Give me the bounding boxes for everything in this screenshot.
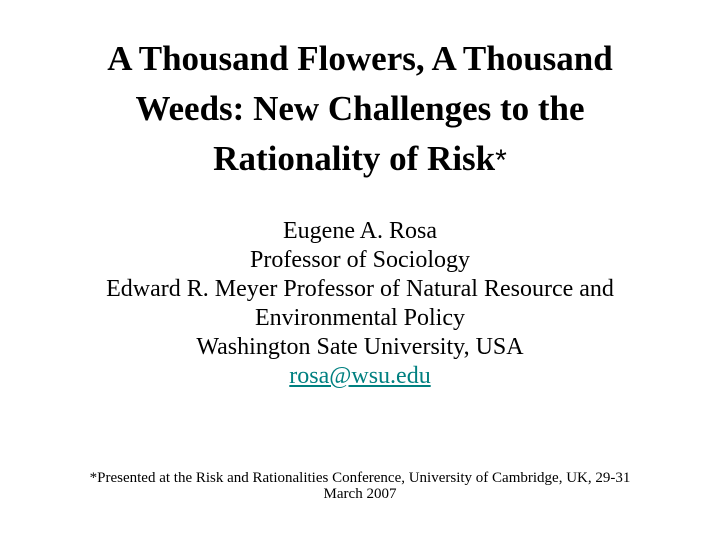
title-line-1: A Thousand Flowers, A Thousand <box>107 39 613 78</box>
author-position-1: Professor of Sociology <box>250 247 470 273</box>
author-email-row <box>10 362 710 391</box>
title-asterisk: * <box>495 144 507 177</box>
author-block <box>10 217 710 391</box>
author-name: Eugene A. Rosa <box>283 218 437 244</box>
footnote-line-1: *Presented at the Risk and Rationalities Conference, University of Cambridge, UK, 29-31 <box>89 470 631 486</box>
author-position-2-line-2: Environmental Policy <box>255 305 465 331</box>
author-email-link[interactable]: rosa@wsu.edu <box>289 363 431 389</box>
title-line-3 <box>20 134 700 186</box>
footnote-line-2: March 2007 <box>323 486 397 502</box>
author-position-2-line-1: Edward R. Meyer Professor of Natural Resource and <box>106 276 614 302</box>
slide-title <box>20 34 700 186</box>
author-affiliation: Washington Sate University, USA <box>196 334 524 360</box>
title-line-2: Weeds: New Challenges to the <box>135 89 585 128</box>
footnote <box>10 470 710 502</box>
title-line-3-text: Rationality of Risk <box>213 139 496 178</box>
